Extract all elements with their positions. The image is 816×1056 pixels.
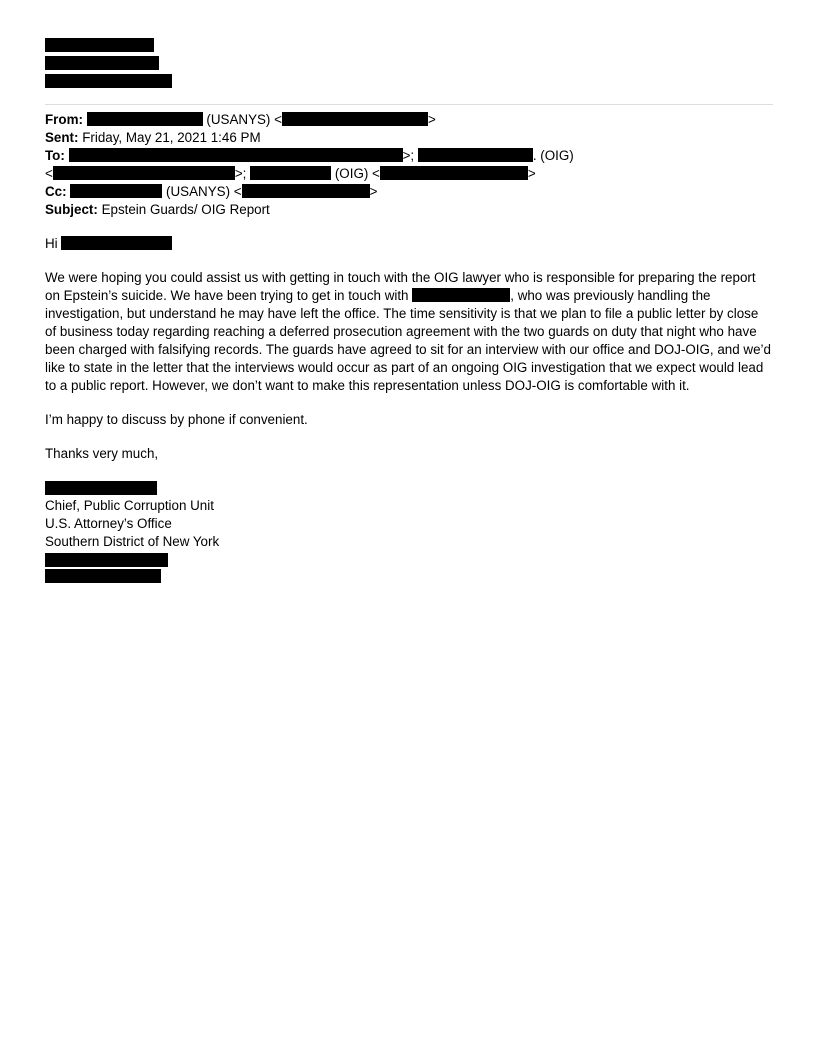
sent-value: Friday, May 21, 2021 1:46 PM (82, 130, 261, 145)
subject-label: Subject: (45, 202, 98, 217)
redaction-bar (61, 236, 172, 250)
redaction-bar (380, 166, 528, 180)
para1-part-b: , who was previously handling the investigation, but understand he may have left the office. The time sensitivity is that we plan to file a public letter by close of business today regarding reaching a deferred prosecution agreement with the two guards on duty that night who have been charged with falsifying records. The guards have agreed to sit for an interview with our office and DOJ-OIG, and we’d like to state in the letter that the interviews would occur as part of an ongoing OIG investigation that we expect would lead to a public report. However, we don’t want to make this representation unless DOJ-OIG is comfortable with it. (45, 288, 771, 393)
redaction-bar (45, 481, 157, 495)
sent-line (45, 129, 773, 147)
top-redaction-block (45, 38, 773, 88)
to-label: To: (45, 148, 65, 163)
to-open2: < (45, 166, 53, 181)
cc-close: > (369, 184, 378, 199)
to-sep2: >; (234, 166, 247, 181)
body-paragraph-1 (45, 269, 773, 395)
redaction-bar (418, 148, 533, 162)
header-divider (45, 104, 773, 105)
from-label: From: (45, 112, 83, 127)
email-header (45, 111, 773, 219)
signature-office: U.S. Attorney’s Office (45, 516, 172, 531)
redaction-bar (45, 553, 168, 567)
signature-block (45, 481, 773, 583)
body-paragraph-2: I’m happy to discuss by phone if convenient. (45, 412, 308, 427)
to-line (45, 147, 773, 165)
from-org: (USANYS) < (206, 112, 282, 127)
from-line (45, 111, 773, 129)
email-document (45, 38, 773, 585)
redaction-bar (45, 38, 154, 52)
cc-label: Cc: (45, 184, 67, 199)
redaction-bar (70, 184, 162, 198)
greeting (45, 235, 773, 253)
signature-title: Chief, Public Corruption Unit (45, 498, 214, 513)
redaction-bar (282, 112, 428, 126)
to-line-continued (45, 165, 773, 183)
redaction-bar (242, 184, 370, 198)
sent-label: Sent: (45, 130, 79, 145)
signature-district: Southern District of New York (45, 534, 220, 549)
closing: Thanks very much, (45, 446, 159, 461)
redaction-bar (69, 148, 403, 162)
from-close: > (427, 112, 436, 127)
greeting-text: Hi (45, 236, 58, 251)
redaction-bar (45, 56, 159, 70)
redaction-bar (412, 288, 510, 302)
subject-line (45, 201, 773, 219)
to-sep1: >; (402, 148, 415, 163)
to-org1: . (OIG) (532, 148, 574, 163)
cc-line (45, 183, 773, 201)
redaction-bar (45, 74, 172, 88)
to-org2: (OIG) < (334, 166, 380, 181)
to-close2: > (527, 166, 536, 181)
para1-part-a: We were hoping you could assist us with getting in touch with the OIG lawyer who is responsible for preparing the report on Epstein’s suicide. We have been trying to get in touch with (45, 270, 756, 303)
redaction-bar (87, 112, 203, 126)
redaction-bar (45, 569, 161, 583)
subject-value: Epstein Guards/ OIG Report (101, 202, 270, 217)
redaction-bar (250, 166, 331, 180)
redaction-bar (53, 166, 235, 180)
cc-org: (USANYS) < (166, 184, 242, 199)
